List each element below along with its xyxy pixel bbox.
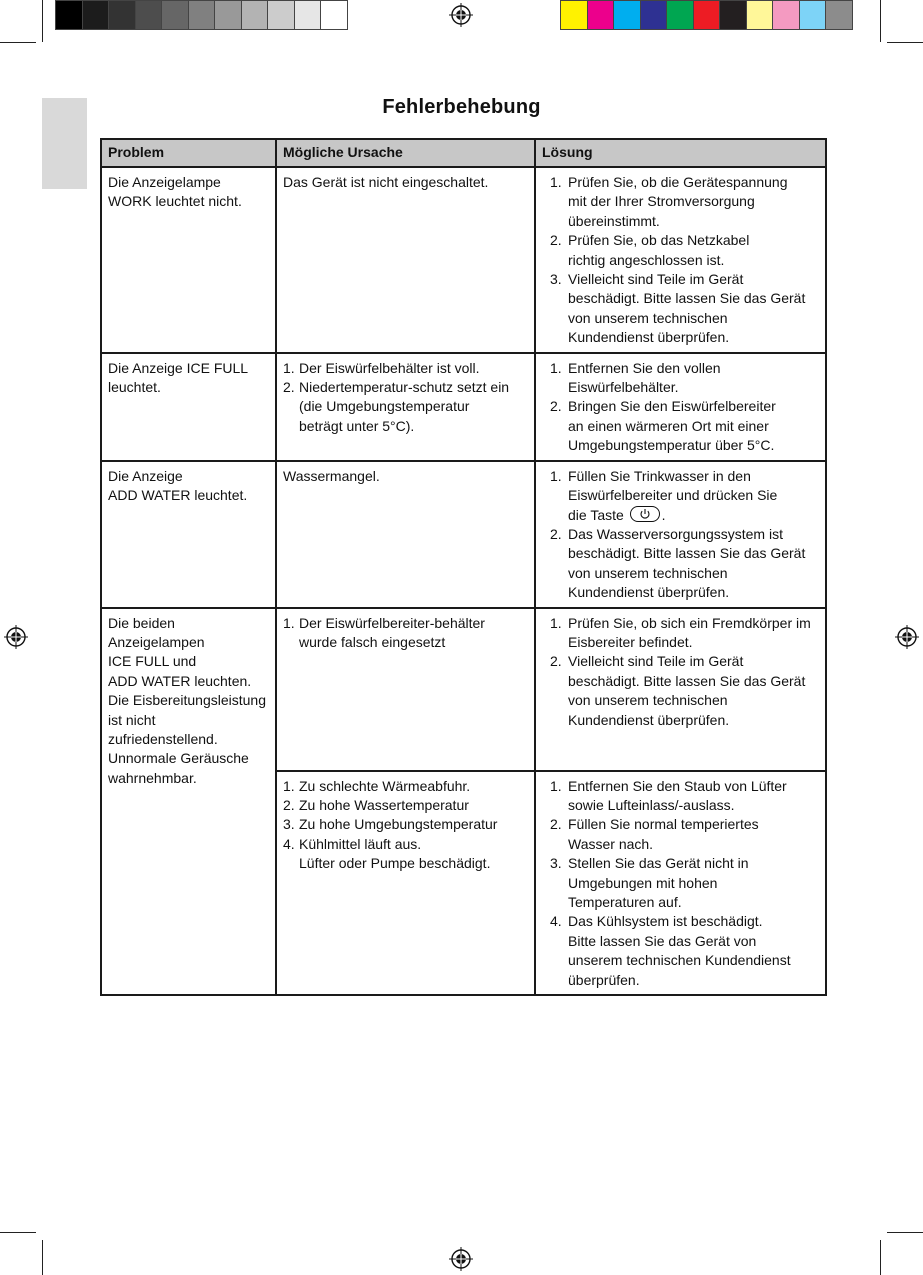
solution-list xyxy=(542,173,819,348)
gray-color-bar xyxy=(55,0,347,30)
cause-list xyxy=(283,777,528,874)
crop-mark xyxy=(880,0,881,42)
list-item: 2. Niedertemperatur-schutz setzt ein (die Umgebungstemperatur beträgt unter 5°C). xyxy=(283,379,510,434)
cause-list xyxy=(283,359,528,437)
crop-mark xyxy=(0,1232,36,1233)
problem-text: Die Anzeige ADD WATER leuchtet. xyxy=(108,467,248,504)
crop-mark xyxy=(887,42,923,43)
registration-mark-icon xyxy=(449,3,473,27)
crop-mark xyxy=(42,1240,43,1275)
registration-mark-icon xyxy=(4,625,28,649)
list-item: 3. Zu hohe Umgebungstemperatur xyxy=(283,816,498,833)
list-item: 1. Entfernen Sie den vollen Eiswürfelbehälter. xyxy=(550,359,721,396)
color-swatch xyxy=(108,0,136,30)
list-item: 1. Entfernen Sie den Staub von Lüfter sowie Lufteinlass/-auslass. xyxy=(550,777,787,813)
color-swatch xyxy=(241,0,269,30)
list-item: 1. Der Eiswürfelbereiter-behälter wurde falsch eingesetzt xyxy=(283,614,485,650)
color-swatch xyxy=(267,0,295,30)
color-swatch xyxy=(640,0,668,30)
color-swatch xyxy=(719,0,747,30)
list-item: 1. Zu schlechte Wärmeabfuhr. xyxy=(283,777,471,794)
list-item: 1. Füllen Sie Trinkwasser in den Eiswürfelbereiter und drücken Sie die Taste . xyxy=(550,467,778,523)
registration-mark-icon xyxy=(449,1247,473,1271)
list-item: 2. Prüfen Sie, ob das Netzkabel richtig angeschlossen ist. xyxy=(550,232,750,268)
cause-cell xyxy=(276,353,535,461)
header-cause: Mögliche Ursache xyxy=(276,139,535,167)
list-item: 4. Das Kühlsystem ist beschädigt. Bitte lassen Sie das Gerät von unserem technischen Kundendienst überprüfen. xyxy=(550,913,791,988)
cause-cell xyxy=(276,167,535,353)
color-swatch xyxy=(161,0,189,30)
crop-mark xyxy=(42,0,43,42)
color-swatch xyxy=(560,0,588,30)
header-solution: Lösung xyxy=(535,139,826,167)
cause-cell xyxy=(276,771,535,995)
color-swatch xyxy=(825,0,853,30)
color-swatch xyxy=(613,0,641,30)
solution-list xyxy=(542,777,819,990)
solution-list xyxy=(542,614,819,730)
color-swatch xyxy=(82,0,110,30)
solution-cell xyxy=(535,167,826,353)
color-swatch xyxy=(772,0,800,30)
problem-cell xyxy=(101,461,276,608)
solution-cell xyxy=(535,608,826,771)
page-title: Fehlerbehebung xyxy=(382,96,541,118)
color-swatch xyxy=(55,0,83,30)
list-item: 2. Vielleicht sind Teile im Gerät beschädigt. Bitte lassen Sie das Gerät von unserem technischen Kundendienst überprüfen. xyxy=(550,653,806,728)
cause-cell xyxy=(276,608,535,771)
crop-mark xyxy=(0,42,36,43)
table-row xyxy=(101,461,826,608)
solution-list xyxy=(542,467,819,603)
troubleshooting-table xyxy=(100,138,827,996)
solution-cell xyxy=(535,771,826,995)
problem-text: Die Anzeige ICE FULL leuchtet. xyxy=(108,359,249,396)
list-item: 2. Füllen Sie normal temperiertes Wasser nach. xyxy=(550,816,759,852)
color-swatch xyxy=(294,0,322,30)
solution-cell xyxy=(535,353,826,461)
cause-text: Wassermangel. xyxy=(283,467,380,484)
process-color-bar xyxy=(560,0,852,30)
table-row xyxy=(101,608,826,771)
cause-text: Das Gerät ist nicht eingeschaltet. xyxy=(283,174,489,190)
list-item: 3. Vielleicht sind Teile im Gerät beschädigt. Bitte lassen Sie das Gerät von unserem technischen Kundendienst überprüfen. xyxy=(550,271,806,346)
color-swatch xyxy=(320,0,348,30)
list-item: 2. Das Wasserversorgungssystem ist beschädigt. Bitte lassen Sie das Gerät von unserem technischen Kundendienst überprüfen. xyxy=(550,525,806,601)
crop-mark xyxy=(880,1240,881,1275)
table-row xyxy=(101,353,826,461)
list-item: 3. Stellen Sie das Gerät nicht in Umgebungen mit hohen Temperaturen auf. xyxy=(550,855,749,910)
registration-mark-icon xyxy=(895,625,919,649)
color-swatch xyxy=(746,0,774,30)
list-item: 1. Prüfen Sie, ob die Gerätespannung mit der Ihrer Stromversorgung übereinstimmt. xyxy=(550,174,788,229)
solution-cell xyxy=(535,461,826,608)
problem-text: Die Anzeigelampe WORK leuchtet nicht. xyxy=(108,174,242,210)
power-button-icon xyxy=(630,506,660,522)
header-problem: Problem xyxy=(101,139,276,167)
problem-cell xyxy=(101,353,276,461)
problem-text: Die beiden Anzeigelampen ICE FULL und ADD WATER leuchten. Die Eisbereitungsleistung ist nicht zufriedenstellend. Unnormale Geräusche wahrnehmbar. xyxy=(108,614,266,786)
cause-cell xyxy=(276,461,535,608)
list-item: 2. Bringen Sie den Eiswürfelbereiter an einen wärmeren Ort mit einer Umgebungstemperatur über 5°C. xyxy=(550,398,776,454)
list-item: 1. Prüfen Sie, ob sich ein Fremdkörper im Eisbereiter befindet. xyxy=(550,614,811,650)
color-swatch xyxy=(799,0,827,30)
color-swatch xyxy=(188,0,216,30)
problem-cell xyxy=(101,608,276,995)
list-item: 1. Der Eiswürfelbehälter ist voll. xyxy=(283,359,480,376)
color-swatch xyxy=(587,0,615,30)
color-swatch xyxy=(135,0,163,30)
list-item: 4. Kühlmittel läuft aus. Lüfter oder Pumpe beschädigt. xyxy=(283,835,491,872)
table-row xyxy=(101,167,826,353)
color-swatch xyxy=(214,0,242,30)
solution-list xyxy=(542,359,819,456)
list-item: 2. Zu hohe Wassertemperatur xyxy=(283,796,469,813)
crop-mark xyxy=(887,1232,923,1233)
problem-cell xyxy=(101,167,276,353)
color-swatch xyxy=(693,0,721,30)
color-swatch xyxy=(666,0,694,30)
cause-list xyxy=(283,614,528,653)
table-header-row xyxy=(101,139,826,167)
